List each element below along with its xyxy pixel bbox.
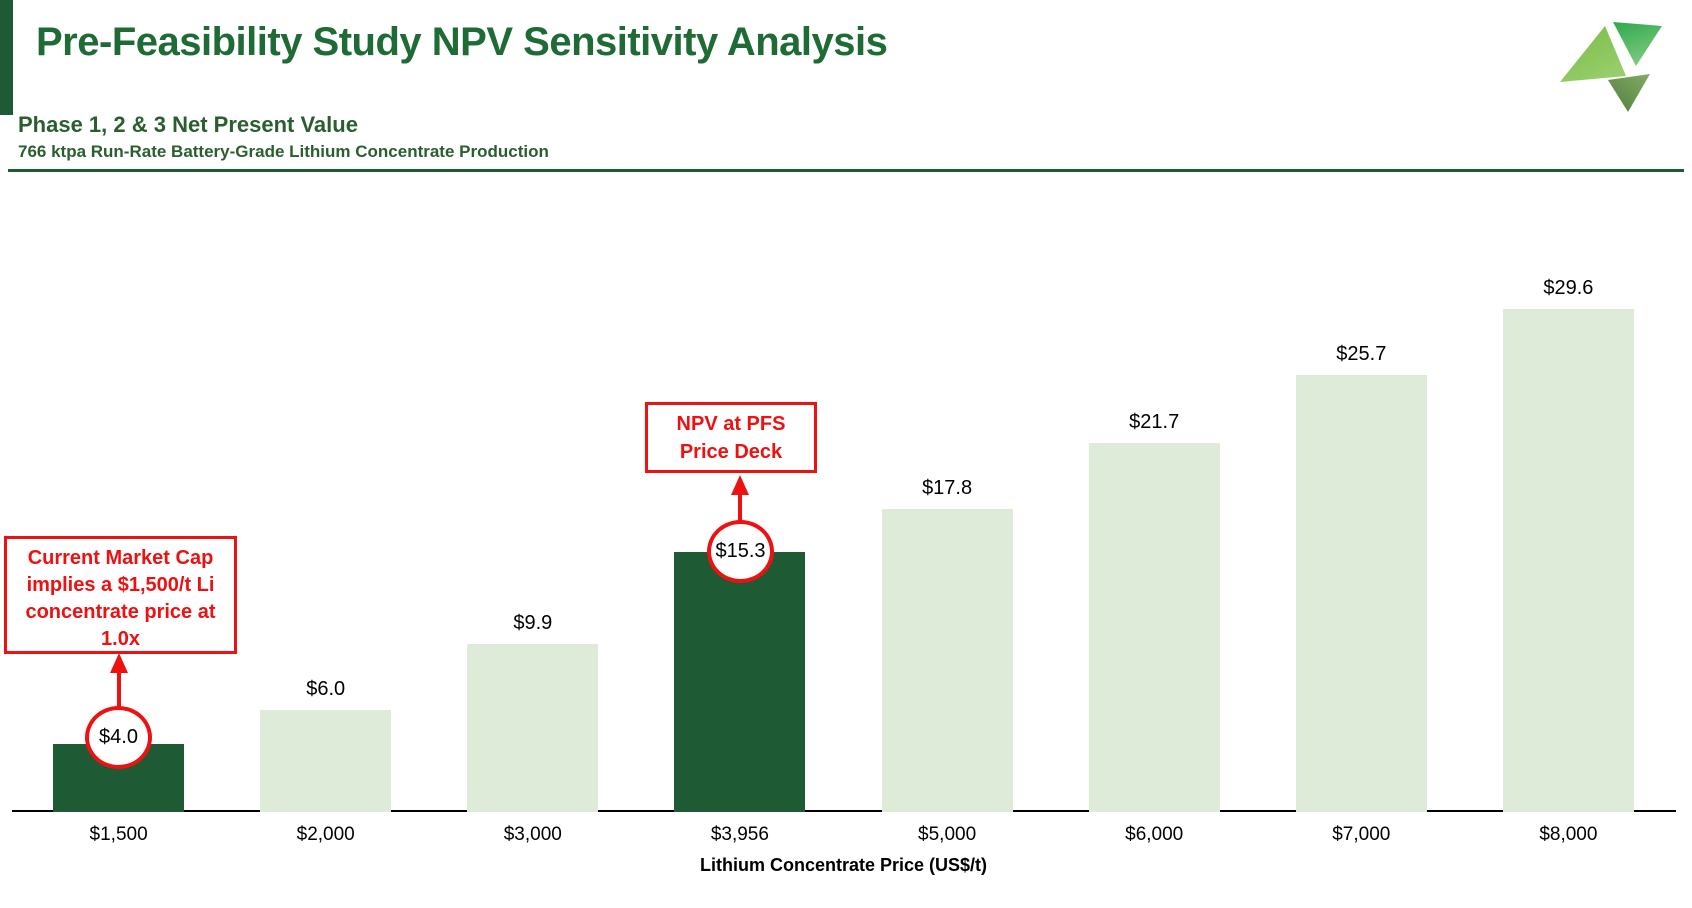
circled-value-marker-1500: [85, 706, 152, 769]
pfs-annotation-text: NPV at PFS Price Deck: [676, 413, 786, 463]
bar-value-label: $6.0: [306, 678, 346, 700]
bar-$8,000: [1503, 309, 1634, 812]
x-tick-label: $8,000: [1539, 824, 1598, 845]
chart-title: Phase 1, 2 & 3 Net Present Value: [18, 112, 358, 137]
circled-value-label: $15.3: [715, 540, 766, 562]
x-tick-label: $3,000: [503, 824, 562, 845]
x-tick-label: $6,000: [1125, 824, 1184, 845]
bar-value-label: $25.7: [1336, 343, 1387, 365]
x-tick-label: $3,956: [710, 824, 769, 845]
bar-$2,000: [260, 710, 391, 812]
market-cap-annotation-text: Current Market Cap implies a $1,500/t Li concentrate price at 1.0x: [25, 547, 216, 650]
pfs-price-deck-annotation-box: [645, 402, 817, 473]
bar-$6,000: [1089, 443, 1220, 812]
x-tick-label: $2,000: [296, 824, 355, 845]
bar-value-label: $9.9: [513, 612, 553, 634]
x-tick-label: $5,000: [918, 824, 977, 845]
bar-$3,956: [674, 552, 805, 812]
up-arrow-icon: [106, 652, 132, 708]
x-tick-label: $7,000: [1332, 824, 1391, 845]
circled-value-marker-3956: [707, 520, 774, 583]
x-axis-title: Lithium Concentrate Price (US$/t): [699, 855, 988, 875]
page-title: Pre-Feasibility Study NPV Sensitivity Analysis: [36, 20, 888, 64]
up-arrow-icon: [727, 474, 753, 524]
bar-$7,000: [1296, 375, 1427, 812]
bar-value-label: $29.6: [1543, 277, 1594, 299]
bar-$5,000: [882, 509, 1013, 812]
bar-value-label: $21.7: [1129, 411, 1180, 433]
chart-subtitle: 766 ktpa Run-Rate Battery-Grade Lithium Concentrate Production: [18, 142, 549, 161]
circled-value-label: $4.0: [99, 726, 138, 748]
bar-value-label: $17.8: [922, 477, 973, 499]
x-tick-label: $1,500: [89, 824, 148, 845]
market-cap-annotation-box: [4, 536, 237, 654]
bar-$3,000: [467, 644, 598, 812]
